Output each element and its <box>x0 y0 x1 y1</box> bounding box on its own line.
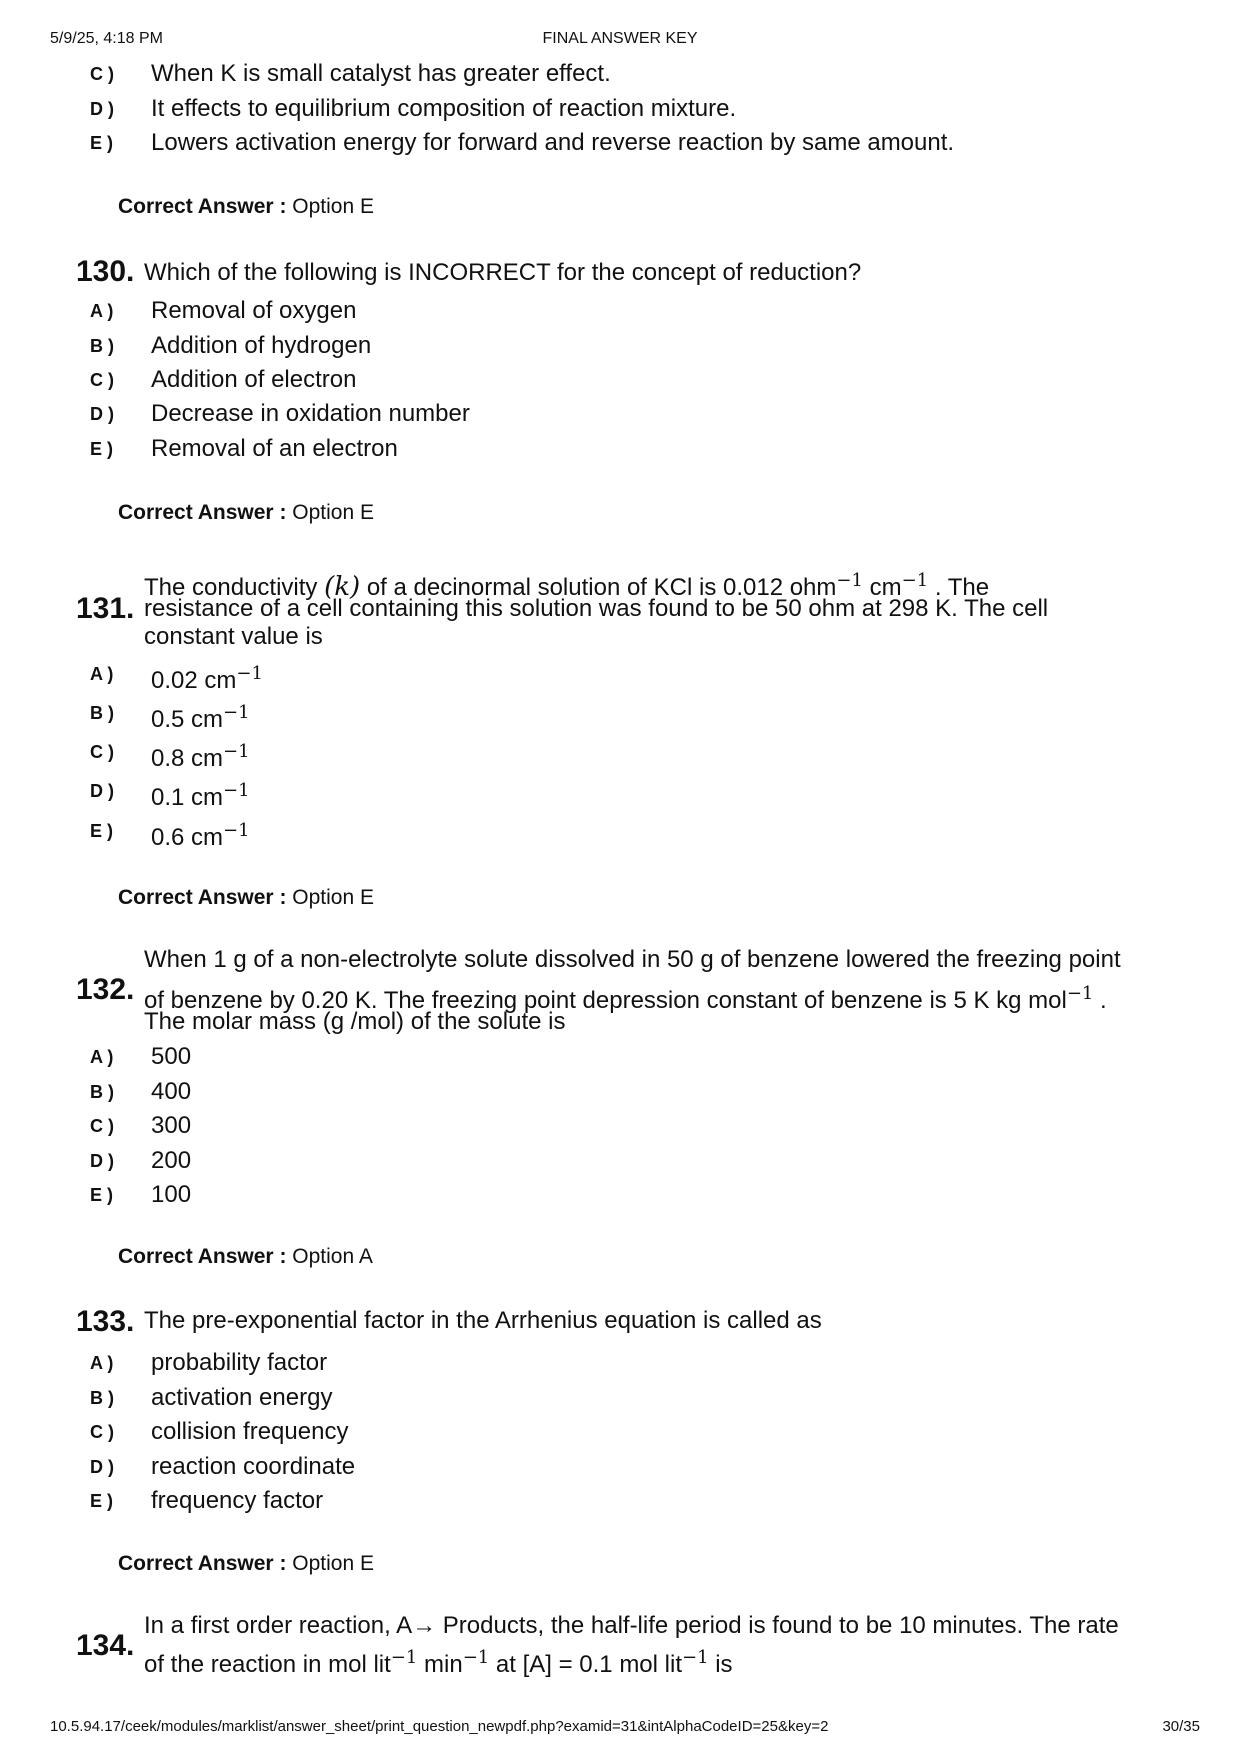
option-text: 0.02 $cm^{-1}$ <box>151 663 263 694</box>
answer-label: Correct Answer : <box>118 886 287 909</box>
answer-label: Correct Answer : <box>118 1245 287 1268</box>
page-number: 30/35 <box>1162 1718 1200 1735</box>
option-label: C ) <box>90 1116 114 1136</box>
exponent: −1 <box>682 1647 709 1668</box>
option-text: Addition of electron <box>151 366 357 393</box>
q131-number: 131. <box>76 592 135 625</box>
option-text: Addition of hydrogen <box>151 332 372 359</box>
option-label: E ) <box>90 133 114 153</box>
option-label: E ) <box>90 439 114 459</box>
answer-label: Correct Answer : <box>118 1552 287 1575</box>
option-label: C ) <box>90 370 114 390</box>
option-text: probability factor <box>151 1349 328 1376</box>
q130-number: 130. <box>76 255 135 288</box>
option-text: Removal of an electron <box>151 435 398 462</box>
option-label: B ) <box>90 1082 114 1102</box>
q131-text-part: of a decinormal solution of KCl is 0.012 ohm <box>366 574 837 601</box>
exponent: −1 <box>836 570 863 591</box>
exponent: −1 <box>462 1647 490 1668</box>
option-label: D ) <box>90 1151 114 1171</box>
q133-correct-answer <box>118 1550 374 1578</box>
option-label: B ) <box>90 336 114 356</box>
q133-number: 133. <box>76 1305 135 1338</box>
q132-text-line3: The molar mass (g /mol) of the solute is <box>144 1008 566 1035</box>
option-text: activation energy <box>151 1384 333 1411</box>
answer-value: Option E <box>292 195 374 218</box>
option-label: A ) <box>90 301 114 321</box>
exponent: −1 <box>1066 983 1094 1004</box>
option-label: D ) <box>90 99 114 119</box>
option-text: When K is small catalyst has greater effect. <box>151 60 611 87</box>
option-label: C ) <box>90 742 114 762</box>
document-title: FINAL ANSWER KEY <box>542 30 698 47</box>
option-label: A ) <box>90 1353 114 1373</box>
q131-text-line2: resistance of a cell containing this solution was found to be 50 ohm at 298 K. The cell <box>144 595 1049 622</box>
q132-number: 132. <box>76 973 135 1006</box>
option-text: 0.1 $cm^{-1}$ <box>151 780 250 811</box>
conductivity-symbol: (k) <box>324 572 361 602</box>
option-label: A ) <box>90 1047 114 1067</box>
option-label: C ) <box>90 1422 114 1442</box>
option-label: D ) <box>90 1457 114 1477</box>
option-label: B ) <box>90 703 114 723</box>
answer-value: Option A <box>292 1245 373 1268</box>
option-label: D ) <box>90 404 114 424</box>
print-date: 5/9/25, 4:18 PM <box>50 30 163 47</box>
option-text: It effects to equilibrium composition of reaction mixture. <box>151 95 737 122</box>
q134-text-line2: of the reaction in mol lit$^{-1}$ $\min^{-1}$ at [A] = 0.1 mol lit$^{-1}$ is <box>144 1647 733 1678</box>
q131-text-part: The conductivity <box>144 574 318 601</box>
option-text: 400 <box>151 1078 192 1105</box>
option-text: 0.5 $cm^{-1}$ <box>151 702 250 733</box>
exponent: −1 <box>390 1647 418 1668</box>
option-label: D ) <box>90 781 114 801</box>
option-label: A ) <box>90 664 114 684</box>
q131-text-part: cm <box>869 574 902 601</box>
option-text: reaction coordinate <box>151 1453 356 1480</box>
q129-correct-answer <box>118 193 374 221</box>
option-label: E ) <box>90 821 114 841</box>
q134-text-line1: In a first order reaction, A→ Products, the half-life period is found to be 10 minutes. The rate <box>144 1612 1119 1639</box>
q131-text-line1 <box>144 566 990 602</box>
q133-text: The pre-exponential factor in the Arrhenius equation is called as <box>144 1307 822 1334</box>
option-text: 0.6 $cm^{-1}$ <box>151 820 250 851</box>
q130-text: Which of the following is INCORRECT for the concept of reduction? <box>144 259 862 286</box>
option-text: Lowers activation energy for forward and reverse reaction by same amount. <box>151 129 955 156</box>
answer-label: Correct Answer : <box>118 195 287 218</box>
option-label: B ) <box>90 1388 114 1408</box>
option-text: 200 <box>151 1147 192 1174</box>
option-text: collision frequency <box>151 1418 349 1445</box>
option-label: E ) <box>90 1491 114 1511</box>
q134-number: 134. <box>76 1629 135 1662</box>
q131-text-line3: constant value is <box>144 623 323 650</box>
option-text: Decrease in oxidation number <box>151 400 470 427</box>
answer-value: Option E <box>292 1552 374 1575</box>
q131-text-part: . The <box>934 574 990 601</box>
option-label: C ) <box>90 64 114 84</box>
option-label: E ) <box>90 1185 114 1205</box>
q132-correct-answer <box>118 1243 373 1271</box>
q130-correct-answer <box>118 499 374 527</box>
exponent: −1 <box>901 570 929 591</box>
option-text: frequency factor <box>151 1487 324 1514</box>
q132-text-line2: of benzene by 0.20 K. The freezing point depression constant of benzene is 5 K kg mol$^{-1}$ . <box>144 983 1107 1014</box>
option-text: Removal of oxygen <box>151 297 357 324</box>
q132-text-line1: When 1 g of a non-electrolyte solute dissolved in 50 g of benzene lowered the freezing point <box>144 946 1121 973</box>
q131-correct-answer <box>118 884 374 912</box>
option-text: 500 <box>151 1043 192 1070</box>
option-text: 300 <box>151 1112 192 1139</box>
option-text: 0.8 $cm^{-1}$ <box>151 741 250 772</box>
option-text: 100 <box>151 1181 192 1208</box>
answer-value: Option E <box>292 886 374 909</box>
page-url: 10.5.94.17/ceek/modules/marklist/answer_sheet/print_question_newpdf.php?examid=31&intAlphaCodeID=25&key=2 <box>50 1718 829 1735</box>
answer-value: Option E <box>292 501 374 524</box>
answer-label: Correct Answer : <box>118 501 287 524</box>
